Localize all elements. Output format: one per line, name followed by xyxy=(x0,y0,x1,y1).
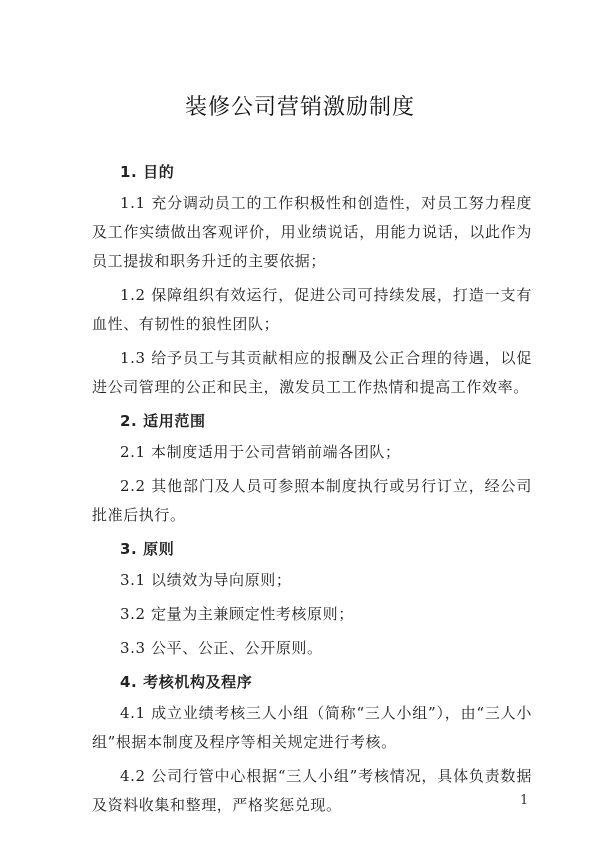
paragraph-2-2: 2.2 其他部门及人员可参照本制度执行或另行订立，经公司批准后执行。 xyxy=(92,477,532,524)
document-body xyxy=(92,154,532,825)
paragraph-3-3: 3.3 公平、公正、公开原则。 xyxy=(120,639,323,657)
section-heading-scope: 2. 适用范围 xyxy=(120,412,206,430)
paragraph-3-1: 3.1 以绩效为导向原则； xyxy=(120,571,292,589)
page-number: 1 xyxy=(520,793,529,808)
paragraph-1-1: 1.1 充分调动员工的工作积极性和创造性，对员工努力程度及工作实绩做出客观评价，用业绩说话，用能力说话，以此作为员工提拔和职务升迁的主要依据； xyxy=(92,194,532,270)
document-title: 装修公司营销激励制度 xyxy=(184,95,415,120)
section-heading-purpose: 1. 目的 xyxy=(120,163,175,181)
paragraph-1-2: 1.2 保障组织有效运行，促进公司可持续发展，打造一支有血性、有韧性的狼性团队； xyxy=(92,286,532,333)
paragraph-1-3: 1.3 给予员工与其贡献相应的报酬及公正合理的待遇，以促进公司管理的公正和民主，激发员工工作热情和提高工作效率。 xyxy=(92,349,532,396)
paragraph-3-2: 3.2 定量为主兼顾定性考核原则； xyxy=(120,605,354,623)
paragraph-4-1: 4.1 成立业绩考核三人小组（简称“三人小组”），由“三人小组”根据本制度及程序等相关规定进行考核。 xyxy=(92,704,532,751)
paragraph-4-2: 4.2 公司行管中心根据“三人小组”考核情况，具体负责数据及资料收集和整理，严格奖惩兑现。 xyxy=(92,767,532,814)
section-heading-principles: 3. 原则 xyxy=(120,540,175,558)
paragraph-2-1: 2.1 本制度适用于公司营销前端各团队； xyxy=(120,443,401,461)
section-heading-assessment: 4. 考核机构及程序 xyxy=(120,673,253,691)
